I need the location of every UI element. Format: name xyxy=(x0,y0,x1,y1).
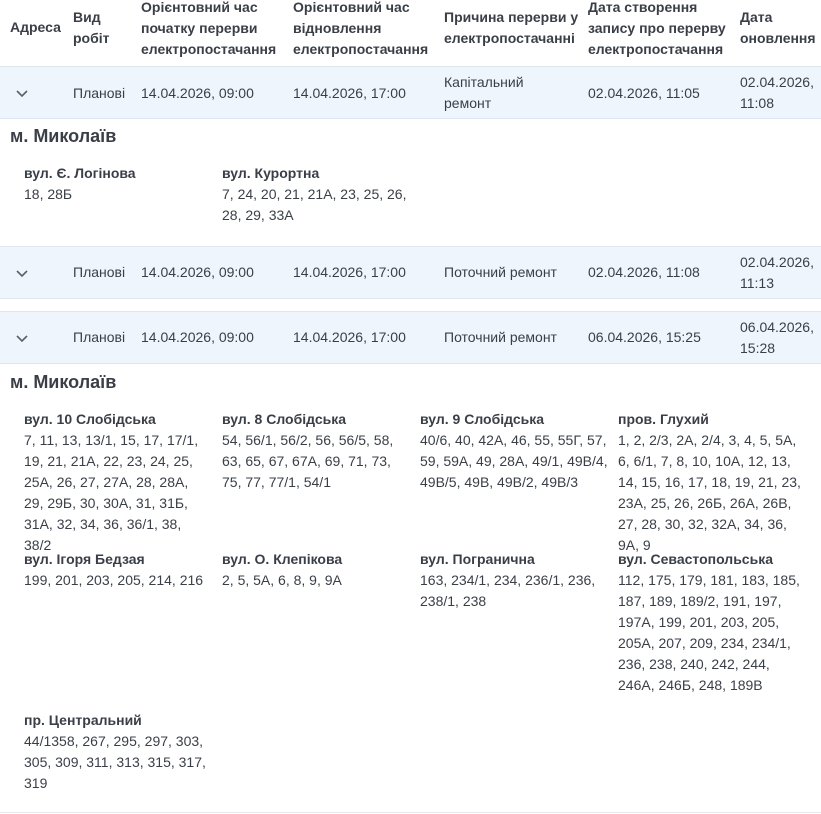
work-type: Планові xyxy=(73,329,126,345)
house-numbers: 18, 28Б xyxy=(24,186,73,202)
address-block xyxy=(222,163,407,226)
header-created: Дата створення запису про перерву електропостачання xyxy=(588,0,726,57)
updated-date: 02.04.2026, 11:13 xyxy=(740,254,814,291)
chevron-down-icon[interactable] xyxy=(14,85,30,101)
house-numbers: 1, 2, 2/3, 2А, 2/4, 3, 4, 5, 5А, 6, 6/1, 7, 8, 10, 10А, 12, 13, 14, 15, 16, 17, 18, 19, 21, 23, 23А, 25, 26, 26Б, 26А, 26В, 27, 28, 30, 32, 32А, 34, 36, 9А, 9 xyxy=(618,432,801,553)
street-name: вул. Погранична xyxy=(420,551,535,567)
outage-row-2[interactable] xyxy=(0,246,821,299)
address-block xyxy=(24,549,209,591)
restore-time: 14.04.2026, 17:00 xyxy=(293,264,406,280)
street-name: вул. 10 Слобідська xyxy=(24,411,156,427)
address-block xyxy=(618,409,808,556)
street-name: вул. Є. Логінова xyxy=(24,165,136,181)
street-name: вул. Курортна xyxy=(222,165,320,181)
updated-date: 06.04.2026, 15:28 xyxy=(740,319,814,356)
chevron-down-icon[interactable] xyxy=(14,265,30,281)
city-name: м. Миколаїв xyxy=(10,372,117,392)
address-block xyxy=(24,409,209,556)
house-numbers: 163, 234/1, 234, 236/1, 236, 238/1, 238 xyxy=(420,572,596,609)
reason: Поточний ремонт xyxy=(444,264,557,280)
house-numbers: 54, 56/1, 56/2, 56, 56/5, 58, 63, 65, 67, 67А, 69, 71, 73, 75, 77, 77/1, 54/1 xyxy=(222,432,394,490)
created-date: 02.04.2026, 11:08 xyxy=(588,264,700,280)
created-date: 06.04.2026, 15:25 xyxy=(588,329,701,345)
street-name: пр. Центральний xyxy=(24,712,142,728)
divider xyxy=(0,812,821,813)
street-name: вул. О. Клепікова xyxy=(222,551,343,567)
street-name: вул. Ігоря Бедзая xyxy=(24,551,145,567)
reason: Капітальний ремонт xyxy=(444,74,524,111)
house-numbers: 2, 5, 5А, 6, 8, 9, 9А xyxy=(222,572,342,588)
work-type: Планові xyxy=(73,264,126,280)
address-block xyxy=(24,710,209,794)
street-name: вул. 9 Слобідська xyxy=(420,411,545,427)
created-date: 02.04.2026, 11:05 xyxy=(588,85,700,101)
updated-date: 02.04.2026, 11:08 xyxy=(740,74,814,111)
header-updated: Дата оновлення xyxy=(740,9,816,46)
table-header xyxy=(0,0,821,67)
restore-time: 14.04.2026, 17:00 xyxy=(293,329,406,345)
start-time: 14.04.2026, 09:00 xyxy=(141,264,254,280)
header-reason: Причина перерви у електропостачанні xyxy=(444,9,579,46)
address-block xyxy=(618,549,808,696)
restore-time: 14.04.2026, 17:00 xyxy=(293,85,406,101)
header-restore-time: Орієнтовний час відновлення електропостачання xyxy=(293,0,429,57)
house-numbers: 40/6, 40, 42А, 46, 55, 55Г, 57, 59, 59А, 49, 28А, 49/1, 49В/4, 49В/5, 49В, 49В/2, 49В/3 xyxy=(420,432,608,490)
reason: Поточний ремонт xyxy=(444,329,557,345)
street-name: пров. Глухий xyxy=(618,411,709,427)
address-block xyxy=(24,163,214,205)
outage-row-3[interactable] xyxy=(0,311,821,364)
start-time: 14.04.2026, 09:00 xyxy=(141,329,254,345)
work-type: Планові xyxy=(73,85,126,101)
house-numbers: 112, 175, 179, 181, 183, 185, 187, 189, 189/2, 191, 197, 197А, 199, 201, 203, 205, 205А, 207, 209, 234, 234/1, 236, 238, 240, 242, 244, 246А, 246Б, 248, 189В xyxy=(618,572,800,693)
header-start-time: Орієнтовний час початку перерви електропостачання xyxy=(141,0,277,57)
header-address: Адреса xyxy=(10,19,61,35)
chevron-down-icon[interactable] xyxy=(14,330,30,346)
house-numbers: 44/1358, 267, 295, 297, 303, 305, 309, 311, 313, 315, 317, 319 xyxy=(24,733,206,791)
house-numbers: 199, 201, 203, 205, 214, 216 xyxy=(24,572,204,588)
address-block xyxy=(420,409,608,493)
house-numbers: 7, 24, 20, 21, 21А, 23, 25, 26, 28, 29, 33А xyxy=(222,186,407,223)
header-work-type: Вид робіт xyxy=(73,9,110,46)
city-name: м. Миколаїв xyxy=(10,126,117,146)
address-block xyxy=(222,549,408,591)
street-name: вул. Севастопольська xyxy=(618,551,773,567)
house-numbers: 7, 11, 13, 13/1, 15, 17, 17/1, 19, 21, 21А, 22, 23, 24, 25, 25А, 26, 27, 27А, 28, 28А, 29, 29Б, 30, 30А, 31, 31Б, 31А, 32, 34, 36, 36/1, 38, 38/2 xyxy=(24,432,199,553)
street-name: вул. 8 Слобідська xyxy=(222,411,347,427)
start-time: 14.04.2026, 09:00 xyxy=(141,85,254,101)
address-block xyxy=(420,549,608,612)
outage-row-1[interactable] xyxy=(0,66,821,119)
address-block xyxy=(222,409,408,493)
